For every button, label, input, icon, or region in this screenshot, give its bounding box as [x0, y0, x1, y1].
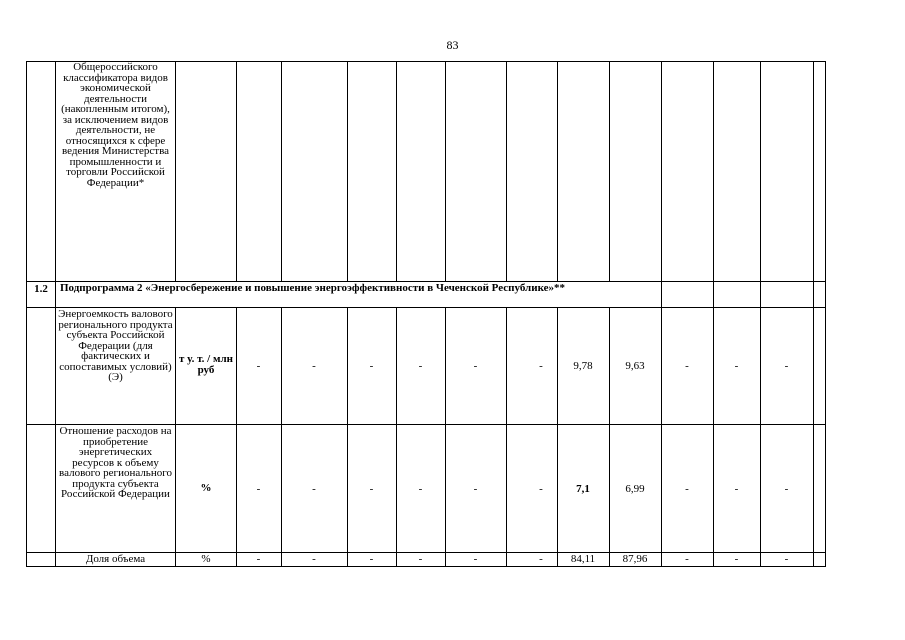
value-r4-c10: -	[734, 483, 739, 495]
value-r3-c8: 9,63	[625, 360, 645, 372]
value-r5-c2: -	[312, 553, 316, 565]
value-r4-c8: 6,99	[625, 483, 645, 495]
value-r5-c11: -	[784, 553, 789, 565]
value-r3-c2: -	[312, 360, 316, 372]
value-r4-c5: -	[473, 483, 478, 495]
value-r4-c6: -	[539, 483, 543, 495]
value-r4-c4: -	[418, 483, 423, 495]
value-r5-c3: -	[369, 553, 374, 565]
value-r4-c2: -	[312, 483, 316, 495]
page-number: 83	[446, 38, 459, 52]
row-number-r2: 1.2	[34, 283, 48, 295]
value-r4-c3: -	[369, 483, 374, 495]
value-r4-c9: -	[685, 483, 689, 495]
value-r5-c10: -	[734, 553, 739, 565]
value-r3-c6: -	[539, 360, 543, 372]
value-r3-c10: -	[734, 360, 739, 372]
value-r3-c9: -	[685, 360, 689, 372]
value-r3-c5: -	[473, 360, 478, 372]
value-r3-c11: -	[784, 360, 789, 372]
unit-cell-r4: %	[200, 482, 212, 494]
indicator-cell-r1: Общероссийского классификатора видов экономической деятельности (накопленным итогом), за исключением видов деятельности, не относящихся к сфере ведения Министерства промышленности и торговли Российской Федерации*	[61, 61, 170, 189]
value-r4-c1: -	[256, 483, 261, 495]
subprogram-title-r2: Подпрограмма 2 «Энергосбережение и повышение энергоэффективности в Чеченской Республике»**	[60, 282, 566, 294]
value-r3-c3: -	[369, 360, 374, 372]
value-r5-c6: -	[539, 553, 543, 565]
value-r3-c4: -	[418, 360, 423, 372]
value-r4-c11: -	[784, 483, 789, 495]
indicator-cell-r5: Доля объема	[85, 553, 146, 565]
unit-cell-r3: т у. т. / млн руб	[179, 353, 233, 376]
value-r3-c7: 9,78	[573, 360, 593, 372]
value-r4-c7: 7,1	[576, 483, 590, 495]
value-r5-c5: -	[473, 553, 478, 565]
value-r5-c8: 87,96	[622, 553, 648, 565]
value-r5-c1: -	[256, 553, 261, 565]
indicator-cell-r3: Энергоемкость валового регионального продукта субъекта Российской Федерации (для фактических и сопоставимых условий) (Э)	[58, 308, 173, 383]
unit-cell-r5: %	[201, 553, 211, 565]
value-r3-c1: -	[256, 360, 261, 372]
value-r5-c7: 84,11	[570, 553, 596, 565]
value-r5-c4: -	[418, 553, 423, 565]
value-r5-c9: -	[685, 553, 689, 565]
indicator-cell-r4: Отношение расходов на приобретение энергетических ресурсов к объему валового регионального продукта субъекта Российской Федерации	[59, 425, 172, 500]
